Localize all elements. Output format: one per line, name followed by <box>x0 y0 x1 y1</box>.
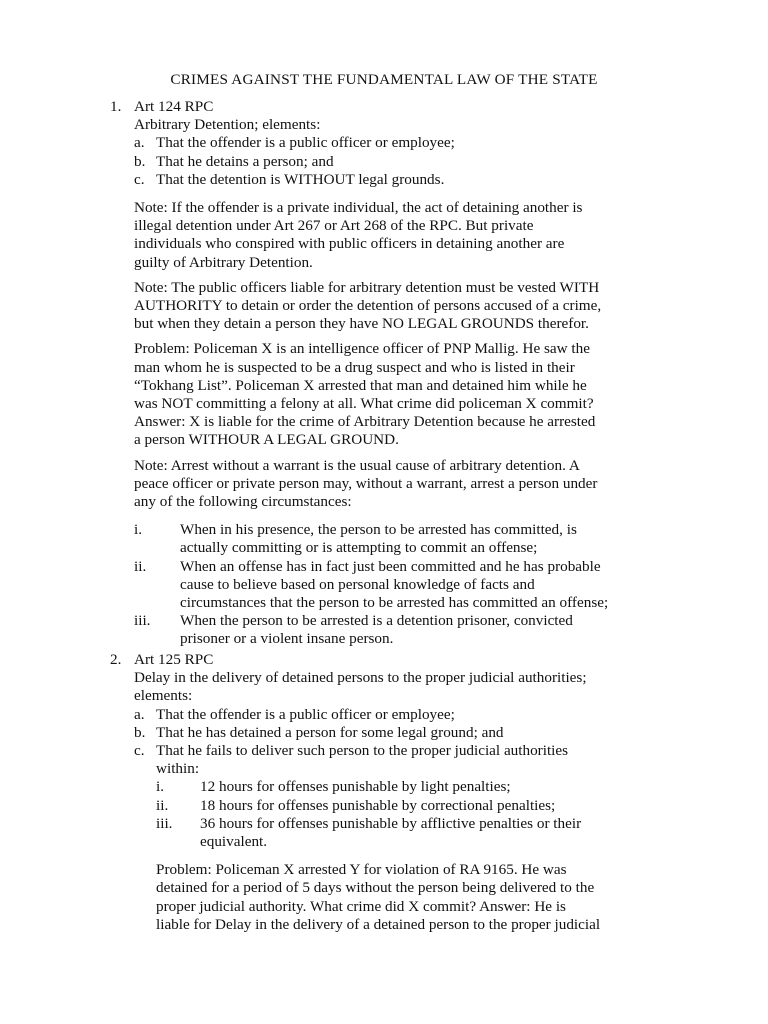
list-text: prisoner or a violent insane person. <box>180 630 394 648</box>
list-text: equivalent. <box>200 833 268 851</box>
document-title: CRIMES AGAINST THE FUNDAMENTAL LAW OF THE STATE <box>170 71 598 88</box>
text-line: detained for a period of 5 days without the person being delivered to the <box>156 879 595 897</box>
list-text: When the person to be arrested is a detention prisoner, convicted <box>180 612 573 630</box>
note-paragraph <box>134 199 694 272</box>
text-line: Problem: Policeman X is an intelligence officer of PNP Mallig. He saw the <box>134 340 590 358</box>
text-line: peace officer or private person may, without a warrant, arrest a person under <box>134 474 598 492</box>
text-line: liable for Delay in the delivery of a detained person to the proper judicial <box>156 915 601 933</box>
text-line: individuals who conspired with public officers in detaining another are <box>134 235 565 253</box>
list-label: iii. <box>134 612 151 630</box>
list-item <box>134 558 702 613</box>
section-number: 1. <box>110 98 122 115</box>
text-line: Answer: X is liable for the crime of Arbitrary Detention because he arrested <box>134 413 596 431</box>
list-item <box>134 153 694 171</box>
list-text: circumstances that the person to be arrested has committed an offense; <box>180 594 609 612</box>
section-2 <box>112 651 702 934</box>
list-text: within: <box>156 760 200 778</box>
list-label: b. <box>134 723 146 741</box>
section-subheading: elements: <box>134 687 193 705</box>
list-label: i. <box>134 521 143 539</box>
list-item <box>134 171 694 189</box>
list-text: That the detention is WITHOUT legal grounds. <box>156 170 445 188</box>
list-label: c. <box>134 742 145 760</box>
section-heading: Art 125 RPC <box>134 651 214 668</box>
list-item <box>134 521 702 557</box>
list-label: a. <box>134 134 145 152</box>
list-item <box>134 612 702 648</box>
list-text: cause to believe based on personal knowledge of facts and <box>180 575 535 593</box>
list-label: a. <box>134 705 145 723</box>
list-text: That he has detained a person for some legal ground; and <box>156 723 504 741</box>
text-line: man whom he is suspected to be a drug suspect and who is listed in their <box>134 358 575 376</box>
text-line: guilty of Arbitrary Detention. <box>134 253 313 271</box>
section-heading: Art 124 RPC <box>134 98 214 115</box>
list-item <box>134 724 694 742</box>
text-line: illegal detention under Art 267 or Art 268 of the RPC. But private <box>134 217 534 235</box>
text-line: was NOT committing a felony at all. What crime did policeman X commit? <box>134 395 594 413</box>
text-line: AUTHORITY to detain or order the detention of persons accused of a crime, <box>134 297 602 315</box>
text-line: any of the following circumstances: <box>134 493 352 511</box>
list-text: That he fails to deliver such person to the proper judicial authorities <box>156 742 569 760</box>
list-text: When in his presence, the person to be arrested has committed, is <box>180 521 577 539</box>
text-line: Note: The public officers liable for arbitrary detention must be vested WITH <box>134 278 600 296</box>
list-label: i. <box>156 778 165 796</box>
list-label: iii. <box>156 814 173 832</box>
text-line: “Tokhang List”. Policeman X arrested that man and detained him while he <box>134 376 587 394</box>
list-label: ii. <box>156 796 169 814</box>
section-subheading: Delay in the delivery of detained persons to the proper judicial authorities; <box>134 669 587 687</box>
text-line: a person WITHOUR A LEGAL GROUND. <box>134 431 399 449</box>
text-line: Problem: Policeman X arrested Y for violation of RA 9165. He was <box>156 861 567 879</box>
list-item <box>134 706 694 724</box>
section-subheading: Arbitrary Detention; elements: <box>134 116 321 134</box>
text-line: Note: If the offender is a private individual, the act of detaining another is <box>134 199 583 217</box>
list-text: 18 hours for offenses punishable by correctional penalties; <box>200 796 556 814</box>
text-line: proper judicial authority. What crime did X commit? Answer: He is <box>156 897 566 915</box>
list-label: ii. <box>134 557 147 575</box>
text-line: Note: Arrest without a warrant is the usual cause of arbitrary detention. A <box>134 456 580 474</box>
problem-paragraph <box>156 861 694 934</box>
list-text: actually committing or is attempting to commit an offense; <box>180 539 538 557</box>
note-paragraph <box>134 279 694 334</box>
list-text: That he detains a person; and <box>156 152 334 170</box>
section-number: 2. <box>110 651 122 668</box>
list-label: b. <box>134 152 146 170</box>
list-text: When an offense has in fact just been committed and he has probable <box>180 557 601 575</box>
list-item <box>134 134 694 152</box>
circumstances-list <box>134 521 702 648</box>
note-paragraph <box>134 457 694 512</box>
list-label: c. <box>134 170 145 188</box>
list-item <box>134 742 694 778</box>
problem-paragraph <box>134 340 694 449</box>
list-text: 36 hours for offenses punishable by afflictive penalties or their <box>200 814 582 832</box>
list-item <box>156 815 694 851</box>
section-1 <box>112 98 702 649</box>
list-text: 12 hours for offenses punishable by light penalties; <box>200 778 511 796</box>
text-line: but when they detain a person they have NO LEGAL GROUNDS therefor. <box>134 315 589 333</box>
list-text: That the offender is a public officer or employee; <box>156 134 455 152</box>
list-item <box>156 797 694 815</box>
list-text: That the offender is a public officer or employee; <box>156 705 455 723</box>
list-item <box>156 778 694 796</box>
